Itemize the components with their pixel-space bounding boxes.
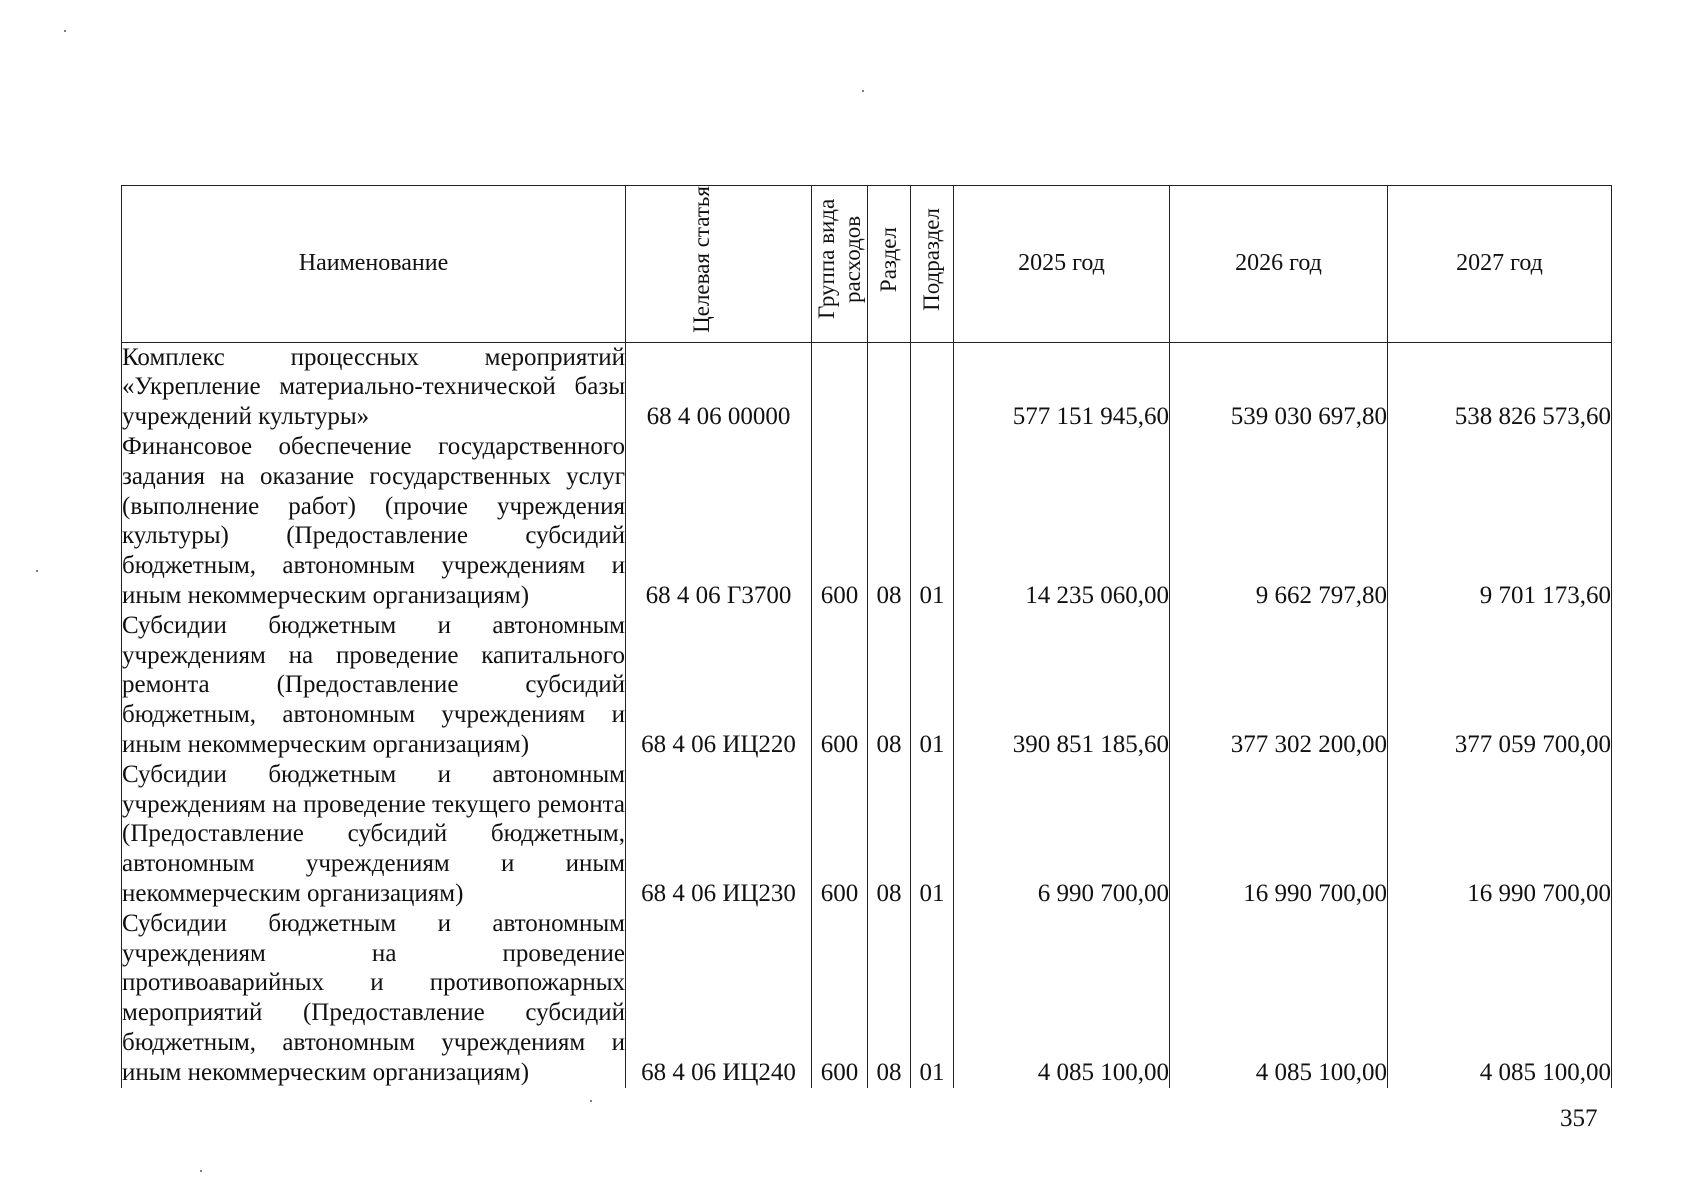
header-subsection: Подраздел (911, 186, 954, 343)
row-2025: 4 085 100,00 (954, 909, 1170, 1088)
row-name: Субсидии бюджетным и автономным учреждениям на проведение текущего ремонта (Предоставление субсидий бюджетным, автономным учреждениям и иным некоммерческим организациям) (122, 760, 625, 908)
row-group: 600 (812, 611, 868, 760)
row-2027: 4 085 100,00 (1388, 909, 1612, 1088)
row-subsection: 01 (911, 432, 954, 611)
row-2026: 539 030 697,80 (1170, 342, 1388, 432)
row-2025: 577 151 945,60 (954, 342, 1170, 432)
row-2026: 4 085 100,00 (1170, 909, 1388, 1088)
row-subsection: 01 (911, 611, 954, 760)
row-2025: 14 235 060,00 (954, 432, 1170, 611)
budget-table-container (121, 185, 1611, 1085)
row-2025: 6 990 700,00 (954, 760, 1170, 909)
row-target: 68 4 06 ИЦ220 (626, 611, 812, 760)
header-2025: 2025 год (954, 186, 1170, 343)
row-subsection: 01 (911, 909, 954, 1088)
table-row (122, 760, 1612, 909)
row-target: 68 4 06 ИЦ240 (626, 909, 812, 1088)
header-2027: 2027 год (1388, 186, 1612, 343)
scan-speck (862, 90, 864, 92)
header-section: Раздел (868, 186, 911, 343)
row-section: 08 (868, 432, 911, 611)
row-section (868, 342, 911, 432)
row-2026: 9 662 797,80 (1170, 432, 1388, 611)
row-2027: 377 059 700,00 (1388, 611, 1612, 760)
header-row (122, 186, 1612, 343)
header-target: Целевая статья (626, 186, 812, 343)
row-2025: 390 851 185,60 (954, 611, 1170, 760)
row-name: Финансовое обеспечение государственного задания на оказание государственных услуг (выполнение работ) (прочие учреждения культуры) (Предоставление субсидий бюджетным, автономным учреждениям и иным некоммерческим организациям) (122, 433, 625, 610)
scan-speck (64, 30, 66, 32)
scan-speck (200, 1170, 202, 1172)
row-group (812, 342, 868, 432)
row-target: 68 4 06 Г3700 (626, 432, 812, 611)
row-2026: 377 302 200,00 (1170, 611, 1388, 760)
row-group: 600 (812, 909, 868, 1088)
row-subsection: 01 (911, 760, 954, 909)
row-section: 08 (868, 611, 911, 760)
header-group: Группа вида расходов (812, 186, 868, 343)
row-2026: 16 990 700,00 (1170, 760, 1388, 909)
row-target: 68 4 06 ИЦ230 (626, 760, 812, 909)
table-row (122, 342, 1612, 432)
row-name: Субсидии бюджетным и автономным учреждениям на проведение противоаварийных и противопожарных мероприятий (Предоставление субсидий бюджетным, автономным учреждениям и иным некоммерческим организациям) (122, 909, 625, 1086)
header-2026: 2026 год (1170, 186, 1388, 343)
row-2027: 16 990 700,00 (1388, 760, 1612, 909)
row-section: 08 (868, 760, 911, 909)
row-2027: 538 826 573,60 (1388, 342, 1612, 432)
row-2027: 9 701 173,60 (1388, 432, 1612, 611)
row-section: 08 (868, 909, 911, 1088)
header-name: Наименование (122, 186, 626, 343)
page-number: 357 (1560, 1105, 1598, 1132)
budget-table (121, 185, 1612, 1088)
scan-speck (590, 1100, 592, 1102)
row-group: 600 (812, 432, 868, 611)
row-target: 68 4 06 00000 (626, 342, 812, 432)
table-row (122, 432, 1612, 611)
table-row (122, 909, 1612, 1088)
row-group: 600 (812, 760, 868, 909)
table-row (122, 611, 1612, 760)
row-subsection (911, 342, 954, 432)
scan-speck (36, 570, 38, 572)
row-name: Субсидии бюджетным и автономным учреждениям на проведение капитального ремонта (Предоставление субсидий бюджетным, автономным учреждениям и иным некоммерческим организациям) (122, 611, 625, 759)
row-name: Комплекс процессных мероприятий «Укрепление материально-технической базы учреждений культуры» (122, 343, 625, 431)
